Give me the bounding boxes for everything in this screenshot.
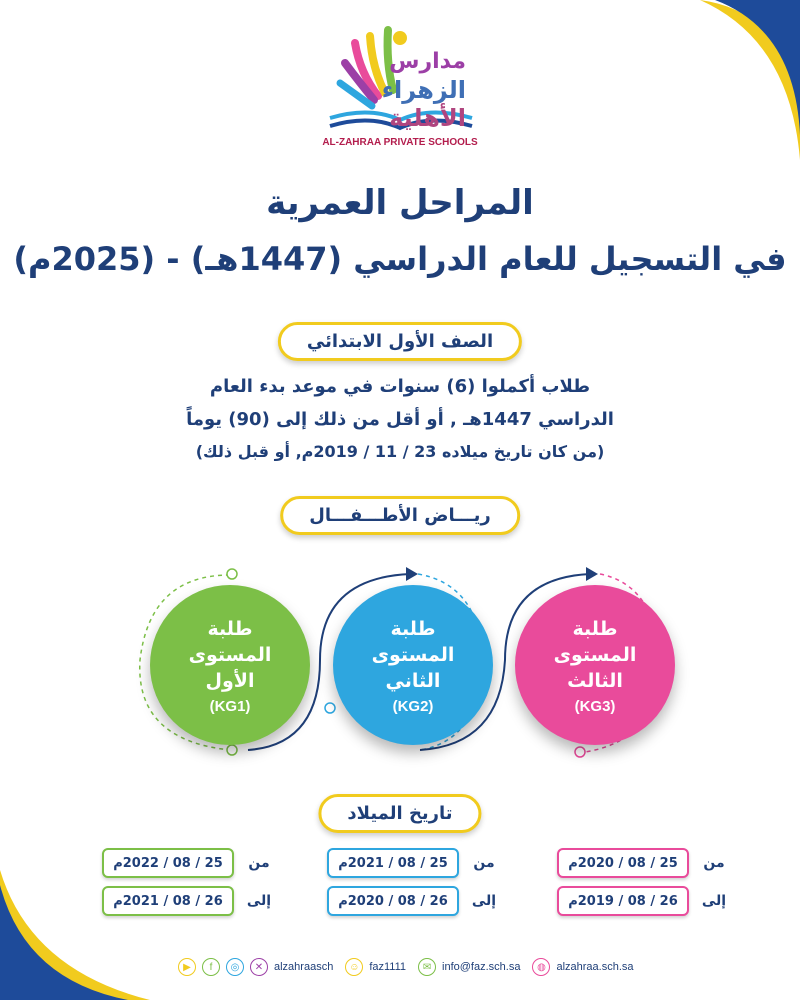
logo-arabic-name <box>382 48 466 132</box>
logo-line-2: الزهراء <box>381 76 466 104</box>
kg2-from-label: من <box>473 855 495 871</box>
kg1-level-circle <box>150 585 310 745</box>
kg2-to-row <box>327 886 499 916</box>
kg1-from-date: 25 / 08 / 2022م <box>102 848 234 878</box>
kg3-from-date: 25 / 08 / 2020م <box>557 848 689 878</box>
kg3-to-date: 26 / 08 / 2019م <box>557 886 689 916</box>
kg3-level-circle <box>515 585 675 745</box>
snapchat-handle[interactable]: faz1111 <box>369 961 407 973</box>
kg3-line-1: طلبة <box>572 617 618 640</box>
kg3-code: (KG3) <box>574 697 616 715</box>
kg1-to-row <box>102 886 274 916</box>
x-twitter-icon[interactable]: ✕ <box>250 958 268 976</box>
school-logo <box>300 18 500 153</box>
kg2-to-date: 26 / 08 / 2020م <box>327 886 459 916</box>
email-link[interactable]: info@faz.sch.sa <box>442 961 521 973</box>
website-link[interactable]: alzahraa.sch.sa <box>556 961 634 973</box>
kg3-to-label: إلى <box>701 893 727 909</box>
logo-line-3: الأهلية <box>389 104 466 132</box>
kg3-to-row <box>557 886 729 916</box>
globe-icon[interactable]: ◍ <box>532 958 550 976</box>
snapchat-icon[interactable]: ☺ <box>345 958 363 976</box>
kg2-code: (KG2) <box>392 697 434 715</box>
kg2-line-3: الثاني <box>385 669 441 692</box>
kindergarten-heading: ريـــاض الأطـــفـــال <box>280 496 520 535</box>
first-grade-requirement-line-2: الدراسي 1447هـ , أو أقل من ذلك إلى (90) يوماً <box>186 409 614 430</box>
first-grade-heading: الصف الأول الابتدائي <box>278 322 522 361</box>
kg1-line-2: المستوى <box>188 643 272 666</box>
page-subtitle: في التسجيل للعام الدراسي (1447هـ) - (2025م) <box>13 240 787 278</box>
kg1-to-date: 26 / 08 / 2021م <box>102 886 234 916</box>
birth-date-heading: تاريخ الميلاد <box>318 794 481 833</box>
first-grade-requirement-line-1: طلاب أكملوا (6) سنوات في موعد بدء العام <box>209 376 591 397</box>
kg3-line-2: المستوى <box>553 643 637 666</box>
kg2-line-1: طلبة <box>390 617 436 640</box>
kg1-from-label: من <box>248 855 270 871</box>
kg3-from-label: من <box>703 855 725 871</box>
kg1-to-label: إلى <box>246 893 272 909</box>
kg3-from-row <box>557 848 729 878</box>
email-icon[interactable]: ✉ <box>418 958 436 976</box>
kg2-level-circle <box>333 585 493 745</box>
logo-english-name: AL-ZAHRAA PRIVATE SCHOOLS <box>322 137 478 148</box>
kg1-line-1: طلبة <box>207 617 253 640</box>
kg3-line-3: الثالث <box>567 669 623 692</box>
instagram-icon[interactable]: ◎ <box>226 958 244 976</box>
page-title: المراحل العمرية <box>266 183 534 223</box>
logo-line-1: مدارس <box>389 49 466 74</box>
kg1-from-row <box>102 848 274 878</box>
kg2-from-row <box>327 848 499 878</box>
social-handle[interactable]: alzahraasch <box>274 961 334 973</box>
first-grade-requirement-line-3: (من كان تاريخ ميلاده 23 / 11 / 2019م, أو قبل ذلك) <box>195 442 605 461</box>
kg1-line-3: الأول <box>205 669 255 692</box>
top-right-corner-decoration <box>680 0 800 160</box>
contact-footer <box>178 958 634 976</box>
kg2-from-date: 25 / 08 / 2021م <box>327 848 459 878</box>
kg2-line-2: المستوى <box>371 643 455 666</box>
kg2-to-label: إلى <box>471 893 497 909</box>
youtube-icon[interactable]: ▶ <box>178 958 196 976</box>
kg1-code: (KG1) <box>209 697 251 715</box>
facebook-icon[interactable]: f <box>202 958 220 976</box>
